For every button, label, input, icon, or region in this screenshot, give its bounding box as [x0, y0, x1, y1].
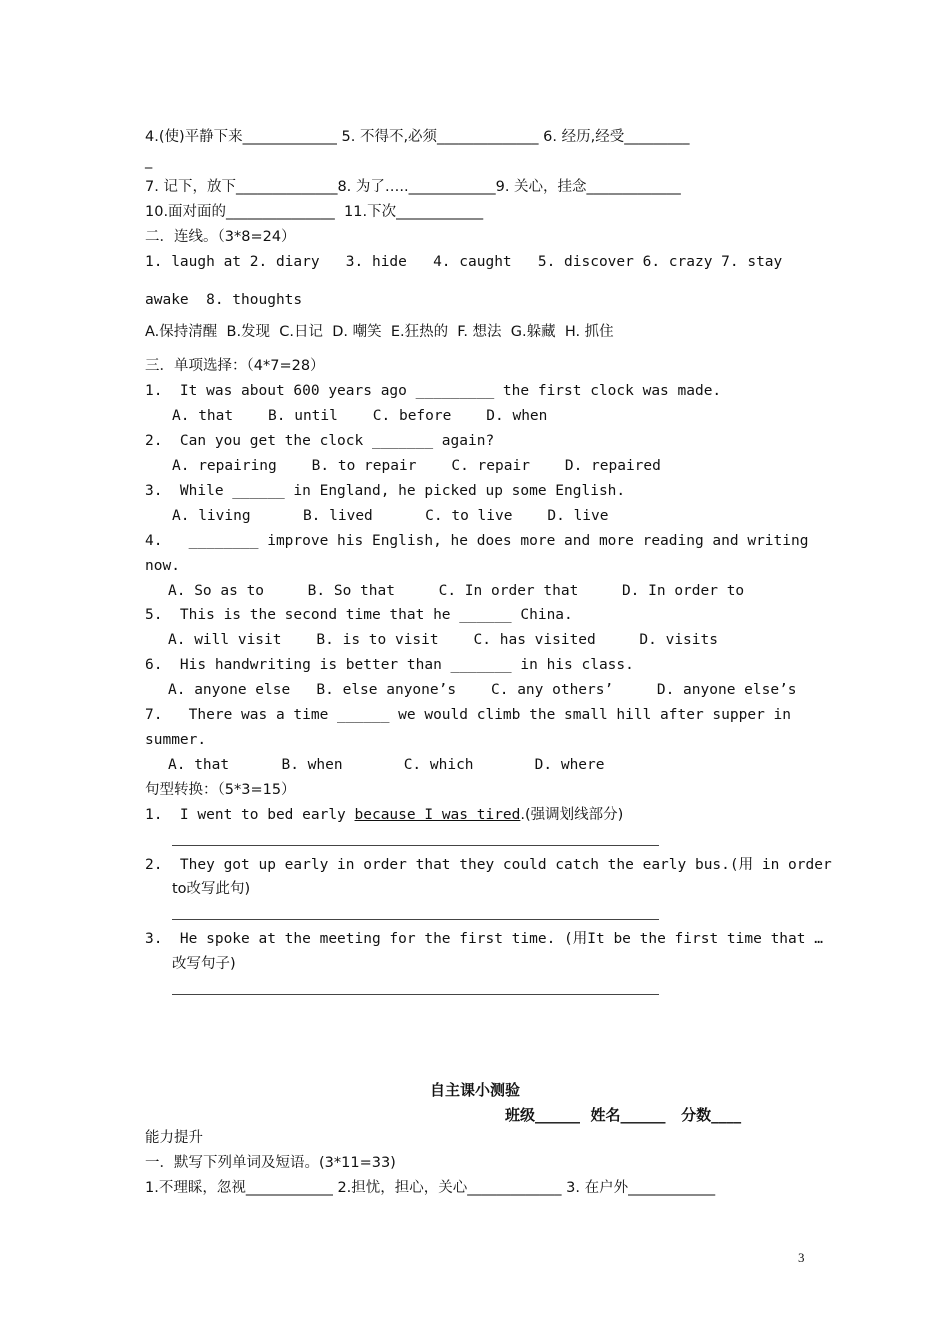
- question-7-options: A. that B. when C. which D. where: [168, 757, 605, 773]
- vocab-line-7-9: 7. 记下，放下______________8. 为了…..____________9. 关心，挂念_____________: [145, 179, 681, 195]
- transform-question-1: [145, 806, 810, 824]
- question-4: 4. ________ improve his English, he does more and more reading and writing: [145, 533, 809, 549]
- page-number: 3: [798, 1250, 805, 1265]
- transform-question-2-continued: to改写此句): [172, 881, 251, 897]
- question-1-options: A. that B. until C. before D. when: [172, 408, 548, 424]
- transform-q1-prefix: 1. I went to bed early: [145, 807, 355, 823]
- question-2-options: A. repairing B. to repair C. repair D. repaired: [172, 458, 661, 474]
- transform-q1-underlined: because I was tired: [354, 807, 521, 823]
- section-4-heading: 句型转换：（5*3=15）: [145, 782, 296, 798]
- vocab-line-10-11: 10.面对面的_______________ 11.下次____________: [145, 204, 484, 220]
- question-7: 7. There was a time ______ we would climb the small hill after supper in: [145, 707, 792, 723]
- question-7-continued: summer.: [145, 732, 207, 748]
- quiz-title: 自主课小测验: [429, 1081, 520, 1099]
- question-3: 3. While ______ in England, he picked up some English.: [145, 483, 626, 499]
- question-2: 2. Can you get the clock _______ again?: [145, 433, 495, 449]
- question-1: 1. It was about 600 years ago _________ the first clock was made.: [145, 383, 722, 399]
- question-4-continued: now.: [145, 558, 180, 574]
- quiz-header-fields: 班级______ 姓名______ 分数____: [505, 1106, 742, 1124]
- matching-words-line-1: 1. laugh at 2. diary 3. hide 4. caught 5. discover 6. crazy 7. stay: [145, 254, 783, 270]
- transform-question-3-continued: 改写句子): [172, 956, 236, 972]
- transform-question-2: 2. They got up early in order that they could catch the early bus.(用 in order: [145, 857, 832, 873]
- vocab-line-overflow: _: [145, 153, 153, 169]
- answer-line-2: [172, 919, 659, 920]
- section-3-heading: 三．单项选择：（4*7=28）: [145, 358, 325, 374]
- vocab-line-4-6: 4.(使)平静下来_____________ 5. 不得不,必须______________ 6. 经历,经受_________: [145, 129, 690, 145]
- transform-question-3: 3. He spoke at the meeting for the first time. (用It be the first time that …: [145, 931, 823, 947]
- quiz-section-heading: 一．默写下列单词及短语。(3*11=33): [145, 1155, 396, 1171]
- question-5: 5. This is the second time that he ______ China.: [145, 607, 573, 623]
- quiz-subtitle: 能力提升: [145, 1130, 203, 1146]
- answer-line-1: [172, 845, 659, 846]
- question-3-options: A. living B. lived C. to live D. live: [172, 508, 609, 524]
- question-5-options: A. will visit B. is to visit C. has visited D. visits: [168, 632, 718, 648]
- answer-line-3: [172, 994, 659, 995]
- transform-q1-suffix: .(强调划线部分): [520, 807, 624, 823]
- question-4-options: A. So as to B. So that C. In order that D. In order to: [168, 583, 745, 599]
- section-2-heading: 二．连线。（3*8=24）: [145, 229, 296, 245]
- matching-meanings: A.保持清醒 B.发现 C.日记 D. 嘲笑 E.狂热的 F. 想法 G.躲藏 H. 抓住: [145, 324, 614, 340]
- question-6: 6. His handwriting is better than _______ in his class.: [145, 657, 634, 673]
- matching-words-line-2: awake 8. thoughts: [145, 292, 303, 308]
- quiz-vocab-line-1: 1.不理睬，忽视____________ 2.担忧，担心，关心_____________ 3. 在户外____________: [145, 1180, 716, 1196]
- question-6-options: A. anyone else B. else anyone’s C. any others’ D. anyone else’s: [168, 682, 797, 698]
